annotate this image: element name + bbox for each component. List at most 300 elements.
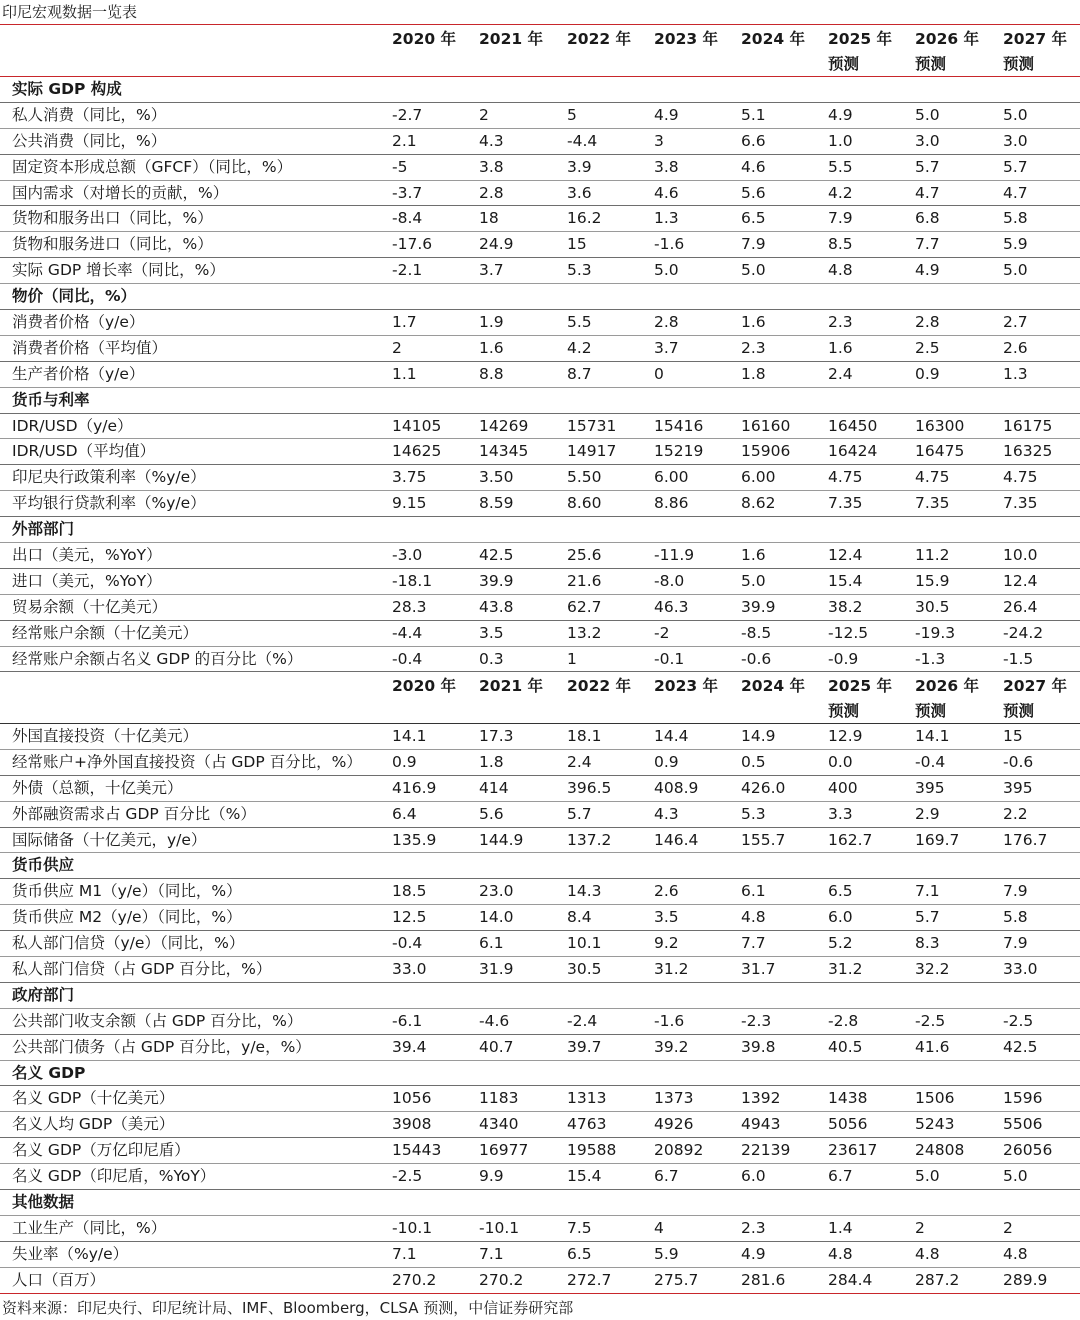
value-cell: 289.9 bbox=[1003, 1270, 1048, 1289]
value-cell: 24808 bbox=[915, 1141, 965, 1160]
value-cell: 3.7 bbox=[654, 338, 679, 357]
value-cell: 7.9 bbox=[1003, 882, 1028, 901]
source-note: 资料来源：印尼央行、印尼统计局、IMF、Bloomberg，CLSA 预测，中信证券研究部 bbox=[2, 1299, 574, 1317]
value-cell: 5.7 bbox=[567, 804, 592, 823]
table-row bbox=[0, 129, 1080, 155]
value-cell: -6.1 bbox=[392, 1011, 423, 1030]
value-cell: 39.9 bbox=[479, 571, 514, 590]
value-cell: 5506 bbox=[1003, 1115, 1043, 1134]
year-label: 2027 年 bbox=[1003, 30, 1068, 48]
value-cell: 14.9 bbox=[741, 726, 776, 745]
value-cell: 14.1 bbox=[392, 726, 427, 745]
table-row bbox=[0, 1009, 1080, 1035]
section-title: 实际 GDP 构成 bbox=[12, 80, 122, 98]
value-cell: 5056 bbox=[828, 1115, 868, 1134]
table-row bbox=[0, 1086, 1080, 1112]
value-cell: 8.5 bbox=[828, 235, 853, 254]
value-cell: 287.2 bbox=[915, 1270, 960, 1289]
value-cell: 8.3 bbox=[915, 934, 940, 953]
value-cell: 24.9 bbox=[479, 235, 514, 254]
value-cell: 18.1 bbox=[567, 726, 602, 745]
year-header-cell bbox=[741, 27, 805, 52]
value-cell: 8.4 bbox=[567, 908, 592, 927]
value-cell: 4.75 bbox=[828, 468, 863, 487]
forecast-label: 预测 bbox=[828, 702, 860, 721]
table-row bbox=[0, 802, 1080, 828]
value-cell: 270.2 bbox=[392, 1270, 437, 1289]
row-label: 外国直接投资（十亿美元） bbox=[12, 726, 199, 745]
value-cell: 39.4 bbox=[392, 1037, 427, 1056]
table-row bbox=[0, 595, 1080, 621]
value-cell: -1.6 bbox=[654, 235, 685, 254]
table-row bbox=[0, 1138, 1080, 1164]
value-cell: 13.2 bbox=[567, 623, 602, 642]
table-row bbox=[0, 232, 1080, 258]
row-label: 实际 GDP 增长率（同比，%） bbox=[12, 261, 225, 280]
row-label: 公共部门债务（占 GDP 百分比，y/e，%） bbox=[12, 1037, 311, 1056]
value-cell: -0.4 bbox=[915, 752, 946, 771]
value-cell: 2.6 bbox=[654, 882, 679, 901]
value-cell: 5.0 bbox=[1003, 261, 1028, 280]
row-label: 消费者价格（y/e） bbox=[12, 313, 145, 332]
value-cell: -2.5 bbox=[1003, 1011, 1034, 1030]
section-header-row bbox=[0, 284, 1080, 310]
table-row bbox=[0, 828, 1080, 854]
value-cell: 162.7 bbox=[828, 830, 873, 849]
value-cell: 396.5 bbox=[567, 778, 612, 797]
value-cell: 5.6 bbox=[741, 183, 766, 202]
value-cell: 2.6 bbox=[1003, 338, 1028, 357]
value-cell: -3.7 bbox=[392, 183, 423, 202]
row-label: 经常账户余额（十亿美元） bbox=[12, 623, 199, 642]
value-cell: 3.3 bbox=[828, 804, 853, 823]
value-cell: 6.0 bbox=[741, 1167, 766, 1186]
year-header-cell bbox=[828, 27, 892, 77]
value-cell: 8.86 bbox=[654, 494, 689, 513]
value-cell: -12.5 bbox=[828, 623, 869, 642]
row-label: 货物和服务出口（同比，%） bbox=[12, 209, 213, 228]
value-cell: 416.9 bbox=[392, 778, 437, 797]
value-cell: 1.8 bbox=[741, 364, 766, 383]
value-cell: 3.9 bbox=[567, 157, 592, 176]
value-cell: 169.7 bbox=[915, 830, 960, 849]
year-header-cell bbox=[1003, 674, 1067, 724]
value-cell: -19.3 bbox=[915, 623, 956, 642]
value-cell: 4.7 bbox=[1003, 183, 1028, 202]
value-cell: 6.1 bbox=[479, 934, 504, 953]
year-header-cell bbox=[479, 674, 543, 699]
section-header-row bbox=[0, 517, 1080, 543]
year-label: 2025 年 bbox=[828, 30, 893, 48]
value-cell: -8.0 bbox=[654, 571, 685, 590]
value-cell: 20892 bbox=[654, 1141, 704, 1160]
value-cell: 5.1 bbox=[741, 105, 766, 124]
value-cell: 4.8 bbox=[828, 1244, 853, 1263]
year-header-cell bbox=[479, 27, 543, 52]
row-label: 经常账户余额占名义 GDP 的百分比（%） bbox=[12, 649, 303, 668]
value-cell: 0.9 bbox=[392, 752, 417, 771]
row-label: 贸易余额（十亿美元） bbox=[12, 597, 168, 616]
value-cell: 6.6 bbox=[741, 131, 766, 150]
value-cell: 5.9 bbox=[654, 1244, 679, 1263]
value-cell: -2.1 bbox=[392, 261, 423, 280]
value-cell: -11.9 bbox=[654, 546, 695, 565]
value-cell: 23.0 bbox=[479, 882, 514, 901]
value-cell: 395 bbox=[1003, 778, 1033, 797]
value-cell: 4926 bbox=[654, 1115, 694, 1134]
value-cell: 6.7 bbox=[828, 1167, 853, 1186]
value-cell: 6.7 bbox=[654, 1167, 679, 1186]
value-cell: -2.8 bbox=[828, 1011, 859, 1030]
table-row bbox=[0, 750, 1080, 776]
section-header-row bbox=[0, 853, 1080, 879]
value-cell: 15416 bbox=[654, 416, 704, 435]
table-row bbox=[0, 543, 1080, 569]
value-cell: 4.9 bbox=[741, 1244, 766, 1263]
value-cell: 15.4 bbox=[828, 571, 863, 590]
section-header-row bbox=[0, 1190, 1080, 1216]
value-cell: 5.0 bbox=[1003, 1167, 1028, 1186]
year-label: 2020 年 bbox=[392, 677, 457, 696]
row-label: 生产者价格（y/e） bbox=[12, 364, 145, 383]
table-row bbox=[0, 621, 1080, 647]
value-cell: -8.5 bbox=[741, 623, 772, 642]
row-label: 工业生产（同比，%） bbox=[12, 1218, 167, 1237]
value-cell: 18 bbox=[479, 209, 499, 228]
value-cell: 7.1 bbox=[392, 1244, 417, 1263]
value-cell: 1.3 bbox=[1003, 364, 1028, 383]
value-cell: 2.3 bbox=[741, 1218, 766, 1237]
value-cell: 0.9 bbox=[915, 364, 940, 383]
table-row bbox=[0, 1268, 1080, 1294]
value-cell: 10.0 bbox=[1003, 546, 1038, 565]
section-title: 外部部门 bbox=[12, 520, 75, 539]
value-cell: 1056 bbox=[392, 1089, 432, 1108]
section-header-row bbox=[0, 1061, 1080, 1087]
value-cell: 395 bbox=[915, 778, 945, 797]
table-row bbox=[0, 439, 1080, 465]
value-cell: 146.4 bbox=[654, 830, 699, 849]
value-cell: 5.8 bbox=[1003, 908, 1028, 927]
value-cell: 5 bbox=[567, 105, 577, 124]
value-cell: 1506 bbox=[915, 1089, 955, 1108]
value-cell: 15.9 bbox=[915, 571, 950, 590]
year-label: 2025 年 bbox=[828, 677, 893, 696]
value-cell: 6.5 bbox=[741, 209, 766, 228]
value-cell: 7.7 bbox=[741, 934, 766, 953]
value-cell: 16325 bbox=[1003, 442, 1053, 461]
value-cell: -4.4 bbox=[392, 623, 423, 642]
value-cell: 16475 bbox=[915, 442, 965, 461]
value-cell: 14.3 bbox=[567, 882, 602, 901]
year-header-cell bbox=[392, 27, 456, 52]
section-title: 货币供应 bbox=[12, 856, 75, 875]
value-cell: 16160 bbox=[741, 416, 791, 435]
value-cell: 4763 bbox=[567, 1115, 607, 1134]
value-cell: 30.5 bbox=[567, 960, 602, 978]
value-cell: 15906 bbox=[741, 442, 791, 461]
value-cell: 3908 bbox=[392, 1115, 432, 1134]
value-cell: -2.7 bbox=[392, 105, 423, 124]
forecast-label: 预测 bbox=[1003, 702, 1035, 721]
value-cell: 281.6 bbox=[741, 1270, 786, 1289]
value-cell: 2.5 bbox=[915, 338, 940, 357]
value-cell: 42.5 bbox=[479, 546, 514, 565]
value-cell: 7.1 bbox=[479, 1244, 504, 1263]
value-cell: 15 bbox=[567, 235, 587, 254]
value-cell: 14269 bbox=[479, 416, 529, 435]
value-cell: 25.6 bbox=[567, 546, 602, 565]
value-cell: 28.3 bbox=[392, 597, 427, 616]
value-cell: 7.9 bbox=[741, 235, 766, 254]
value-cell: 2.4 bbox=[828, 364, 853, 383]
table-row bbox=[0, 310, 1080, 336]
value-cell: 5.3 bbox=[567, 261, 592, 280]
section-header-row bbox=[0, 77, 1080, 103]
value-cell: -1.5 bbox=[1003, 649, 1034, 668]
value-cell: 2 bbox=[392, 338, 402, 357]
value-cell: 1183 bbox=[479, 1089, 519, 1108]
value-cell: 5.3 bbox=[741, 804, 766, 823]
table-row bbox=[0, 724, 1080, 750]
table-row bbox=[0, 957, 1080, 983]
value-cell: 4.8 bbox=[741, 908, 766, 927]
table-row bbox=[0, 1112, 1080, 1138]
value-cell: 3.0 bbox=[915, 131, 940, 150]
table-row bbox=[0, 647, 1080, 673]
table-row bbox=[0, 103, 1080, 129]
value-cell: -4.6 bbox=[479, 1011, 510, 1030]
value-cell: 2.3 bbox=[741, 338, 766, 357]
section-title: 货币与利率 bbox=[12, 390, 90, 409]
year-label: 2024 年 bbox=[741, 30, 806, 48]
forecast-label: 预测 bbox=[915, 702, 947, 721]
value-cell: 12.4 bbox=[1003, 571, 1038, 590]
year-header-cell bbox=[654, 674, 718, 699]
year-label: 2022 年 bbox=[567, 30, 632, 48]
value-cell: -1.6 bbox=[654, 1011, 685, 1030]
row-label: 国际储备（十亿美元，y/e） bbox=[12, 830, 207, 849]
value-cell: 8.62 bbox=[741, 494, 776, 513]
value-cell: 1.7 bbox=[392, 313, 417, 332]
value-cell: 1.3 bbox=[654, 209, 679, 228]
table-title: 印尼宏观数据一览表 bbox=[2, 3, 138, 21]
year-header-cell bbox=[828, 674, 892, 724]
value-cell: 15 bbox=[1003, 726, 1023, 745]
value-cell: 40.5 bbox=[828, 1037, 863, 1056]
value-cell: 4.6 bbox=[741, 157, 766, 176]
row-label: 名义人均 GDP（美元） bbox=[12, 1115, 175, 1134]
forecast-label: 预测 bbox=[1003, 55, 1035, 73]
value-cell: 4.3 bbox=[654, 804, 679, 823]
value-cell: 1.0 bbox=[828, 131, 853, 150]
value-cell: 135.9 bbox=[392, 830, 437, 849]
value-cell: 16300 bbox=[915, 416, 965, 435]
row-label: 经常账户+净外国直接投资（占 GDP 百分比，%） bbox=[12, 752, 362, 771]
value-cell: 1.6 bbox=[828, 338, 853, 357]
table-row bbox=[0, 181, 1080, 207]
value-cell: -2 bbox=[654, 623, 670, 642]
value-cell: 1373 bbox=[654, 1089, 694, 1108]
year-header-cell bbox=[1003, 27, 1067, 77]
year-label: 2026 年 bbox=[915, 30, 980, 48]
value-cell: 6.4 bbox=[392, 804, 417, 823]
value-cell: -10.1 bbox=[479, 1218, 520, 1237]
value-cell: 6.0 bbox=[828, 908, 853, 927]
value-cell: 5.9 bbox=[1003, 235, 1028, 254]
value-cell: 3.7 bbox=[479, 261, 504, 280]
value-cell: 14625 bbox=[392, 442, 442, 461]
section-title: 名义 GDP bbox=[12, 1063, 86, 1082]
value-cell: 4.9 bbox=[915, 261, 940, 280]
table-row bbox=[0, 491, 1080, 517]
value-cell: 4.2 bbox=[567, 338, 592, 357]
value-cell: 426.0 bbox=[741, 778, 786, 797]
table-row bbox=[0, 1216, 1080, 1242]
value-cell: 31.7 bbox=[741, 960, 776, 978]
value-cell: -3.0 bbox=[392, 546, 423, 565]
row-label: 人口（百万） bbox=[12, 1270, 106, 1289]
value-cell: 1.9 bbox=[479, 313, 504, 332]
value-cell: 7.35 bbox=[915, 494, 950, 513]
value-cell: 14.1 bbox=[915, 726, 950, 745]
row-label: 私人部门信贷（占 GDP 百分比，%） bbox=[12, 960, 272, 978]
year-header-cell bbox=[567, 27, 631, 52]
year-header-cell bbox=[392, 674, 456, 699]
value-cell: 5.5 bbox=[828, 157, 853, 176]
value-cell: -2.4 bbox=[567, 1011, 598, 1030]
section-title: 物价（同比，%） bbox=[12, 287, 137, 306]
value-cell: 31.9 bbox=[479, 960, 514, 978]
value-cell: 7.1 bbox=[915, 882, 940, 901]
year-header-cell bbox=[915, 27, 979, 77]
table-row bbox=[0, 155, 1080, 181]
value-cell: 6.5 bbox=[828, 882, 853, 901]
value-cell: 7.5 bbox=[567, 1218, 592, 1237]
year-header-cell bbox=[915, 674, 979, 724]
year-label: 2023 年 bbox=[654, 677, 719, 696]
value-cell: 5.5 bbox=[567, 313, 592, 332]
value-cell: 8.7 bbox=[567, 364, 592, 383]
value-cell: 10.1 bbox=[567, 934, 602, 953]
value-cell: 4.75 bbox=[915, 468, 950, 487]
value-cell: 22139 bbox=[741, 1141, 791, 1160]
value-cell: 39.7 bbox=[567, 1037, 602, 1056]
section-title: 其他数据 bbox=[12, 1193, 75, 1212]
value-cell: 5.0 bbox=[1003, 105, 1028, 124]
year-label: 2026 年 bbox=[915, 677, 980, 696]
value-cell: 3.8 bbox=[479, 157, 504, 176]
value-cell: 12.5 bbox=[392, 908, 427, 927]
value-cell: 39.2 bbox=[654, 1037, 689, 1056]
value-cell: 12.9 bbox=[828, 726, 863, 745]
value-cell: 5.0 bbox=[741, 261, 766, 280]
value-cell: 14.0 bbox=[479, 908, 514, 927]
value-cell: 21.6 bbox=[567, 571, 602, 590]
value-cell: 5243 bbox=[915, 1115, 955, 1134]
value-cell: 1.6 bbox=[741, 313, 766, 332]
value-cell: 5.7 bbox=[915, 908, 940, 927]
value-cell: -2.5 bbox=[915, 1011, 946, 1030]
year-label: 2027 年 bbox=[1003, 677, 1068, 696]
year-header-row bbox=[0, 672, 1080, 724]
table-row bbox=[0, 905, 1080, 931]
row-label: 货币供应 M2（y/e）（同比，%） bbox=[12, 908, 242, 927]
value-cell: 31.2 bbox=[828, 960, 863, 978]
value-cell: 4.8 bbox=[828, 261, 853, 280]
value-cell: 16977 bbox=[479, 1141, 529, 1160]
value-cell: 39.8 bbox=[741, 1037, 776, 1056]
value-cell: 16450 bbox=[828, 416, 878, 435]
value-cell: 1596 bbox=[1003, 1089, 1043, 1108]
year-label: 2024 年 bbox=[741, 677, 806, 696]
row-label: 私人消费（同比，%） bbox=[12, 105, 167, 124]
value-cell: 4 bbox=[654, 1218, 664, 1237]
row-label: 货币供应 M1（y/e）（同比，%） bbox=[12, 882, 242, 901]
value-cell: 7.35 bbox=[828, 494, 863, 513]
value-cell: 16424 bbox=[828, 442, 878, 461]
year-label: 2022 年 bbox=[567, 677, 632, 696]
year-label: 2020 年 bbox=[392, 30, 457, 48]
table-row bbox=[0, 1035, 1080, 1061]
value-cell: 3.5 bbox=[654, 908, 679, 927]
value-cell: 400 bbox=[828, 778, 858, 797]
row-label: 进口（美元，%YoY） bbox=[12, 571, 162, 590]
value-cell: 3.50 bbox=[479, 468, 514, 487]
row-label: 平均银行贷款利率（%y/e） bbox=[12, 494, 206, 513]
value-cell: -0.6 bbox=[1003, 752, 1034, 771]
value-cell: 2 bbox=[915, 1218, 925, 1237]
value-cell: -0.4 bbox=[392, 649, 423, 668]
row-label: 公共消费（同比，%） bbox=[12, 131, 167, 150]
value-cell: -5 bbox=[392, 157, 408, 176]
year-header-cell bbox=[654, 27, 718, 52]
row-label: 固定资本形成总额（GFCF）（同比，%） bbox=[12, 157, 293, 176]
value-cell: 7.9 bbox=[1003, 934, 1028, 953]
value-cell: 144.9 bbox=[479, 830, 524, 849]
value-cell: 4.8 bbox=[915, 1244, 940, 1263]
value-cell: 1 bbox=[567, 649, 577, 668]
value-cell: -0.9 bbox=[828, 649, 859, 668]
value-cell: 1.8 bbox=[479, 752, 504, 771]
value-cell: 40.7 bbox=[479, 1037, 514, 1056]
value-cell: 2.4 bbox=[567, 752, 592, 771]
value-cell: 1438 bbox=[828, 1089, 868, 1108]
value-cell: 5.0 bbox=[654, 261, 679, 280]
value-cell: 9.2 bbox=[654, 934, 679, 953]
value-cell: 14345 bbox=[479, 442, 529, 461]
table-row bbox=[0, 776, 1080, 802]
value-cell: 1.1 bbox=[392, 364, 417, 383]
value-cell: -0.1 bbox=[654, 649, 685, 668]
row-label: IDR/USD（平均值） bbox=[12, 442, 156, 461]
value-cell: 6.5 bbox=[567, 1244, 592, 1263]
table-row bbox=[0, 206, 1080, 232]
year-label: 2021 年 bbox=[479, 677, 544, 696]
row-label: 货物和服务进口（同比，%） bbox=[12, 235, 213, 254]
value-cell: 16175 bbox=[1003, 416, 1053, 435]
value-cell: 7.35 bbox=[1003, 494, 1038, 513]
table-row bbox=[0, 1164, 1080, 1190]
table-row bbox=[0, 258, 1080, 284]
value-cell: 6.00 bbox=[654, 468, 689, 487]
value-cell: 5.50 bbox=[567, 468, 602, 487]
year-header-cell bbox=[567, 674, 631, 699]
value-cell: 4.7 bbox=[915, 183, 940, 202]
row-label: 私人部门信贷（y/e）（同比，%） bbox=[12, 934, 245, 953]
value-cell: 15219 bbox=[654, 442, 704, 461]
value-cell: 4.8 bbox=[1003, 1244, 1028, 1263]
